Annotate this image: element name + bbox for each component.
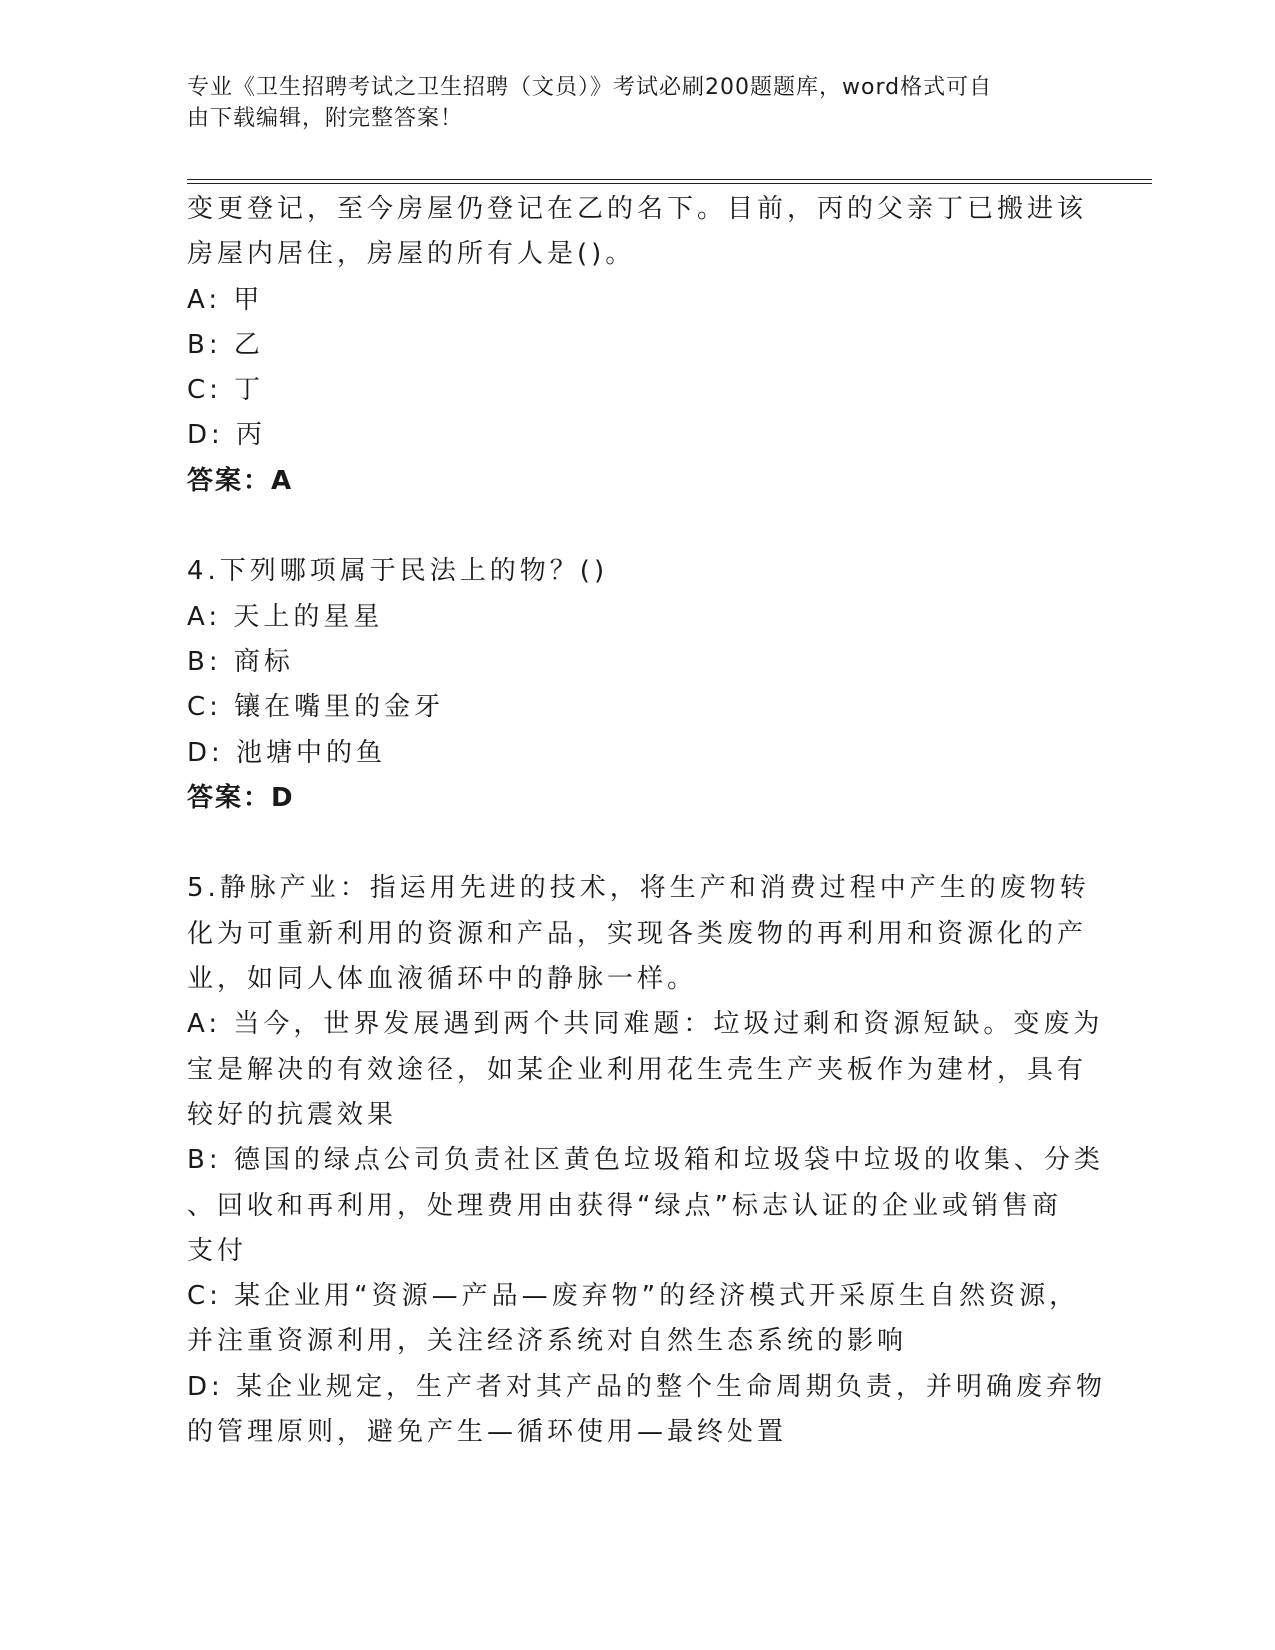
question-stem-line: 化为可重新利用的资源和产品，实现各类废物的再利用和资源化的产 — [187, 918, 1088, 949]
header-divider-top — [187, 179, 1152, 180]
option-b-line: 、回收和再利用，处理费用由获得“绿点”标志认证的企业或销售商 — [187, 1190, 1062, 1221]
answer: 答案：A — [187, 465, 294, 496]
option-a: A: 甲 — [187, 284, 264, 315]
spacer — [187, 504, 1082, 549]
option-c-line: C: 某企业用“资源—产品—废弃物”的经济模式开采原生自然资源， — [187, 1281, 1080, 1312]
question-stem-line: 5.静脉产业：指运用先进的技术，将生产和消费过程中产生的废物转 — [187, 873, 1090, 904]
question-stem-line: 变更登记，至今房屋仍登记在乙的名下。目前，丙的父亲丁已搬进该 — [187, 194, 1088, 224]
header-line-2: 由下载编辑，附完整答案！ — [187, 106, 464, 131]
option-b-line: 支付 — [187, 1235, 248, 1266]
option-c-line: 并注重资源利用，关注经济系统对自然生态系统的影响 — [187, 1326, 908, 1357]
question-stem-line: 房屋内居住，房屋的所有人是()。 — [187, 239, 636, 270]
option-a-line: 较好的抗震效果 — [187, 1099, 398, 1130]
option-a-line: 宝是解决的有效途径，如某企业利用花生壳生产夹板作为建材，具有 — [187, 1054, 1088, 1085]
question-4 — [187, 549, 1082, 821]
option-b: B: 商标 — [187, 646, 294, 677]
question-stem-line: 4.下列哪项属于民法上的物？() — [187, 556, 609, 587]
header-divider-bottom — [187, 183, 1152, 184]
document-header — [187, 72, 1067, 134]
answer: 答案：D — [187, 782, 295, 813]
option-b: B: 乙 — [187, 329, 264, 360]
option-d: D: 池塘中的鱼 — [187, 737, 387, 768]
document-body — [187, 187, 1107, 1455]
question-3 — [187, 187, 1088, 504]
header-line-1: 专业《卫生招聘考试之卫生招聘（文员）》考试必刷200题题库，word格式可自 — [187, 75, 993, 100]
spacer — [187, 821, 1082, 866]
option-c: C: 镶在嘴里的金牙 — [187, 692, 445, 723]
option-b-line: B: 德国的绿点公司负责社区黄色垃圾箱和垃圾袋中垃圾的收集、分类 — [187, 1145, 1104, 1176]
option-d-line: 的管理原则，避免产生—循环使用—最终处置 — [187, 1417, 788, 1448]
option-a-line: A: 当今，世界发展遇到两个共同难题：垃圾过剩和资源短缺。变废为 — [187, 1009, 1104, 1040]
question-5 — [187, 866, 1107, 1455]
option-c: C: 丁 — [187, 375, 265, 406]
question-stem-line: 业，如同人体血液循环中的静脉一样。 — [187, 964, 698, 995]
option-d: D: 丙 — [187, 420, 267, 451]
option-a: A: 天上的星星 — [187, 601, 384, 632]
option-d-line: D: 某企业规定，生产者对其产品的整个生命周期负责，并明确废弃物 — [187, 1371, 1107, 1402]
